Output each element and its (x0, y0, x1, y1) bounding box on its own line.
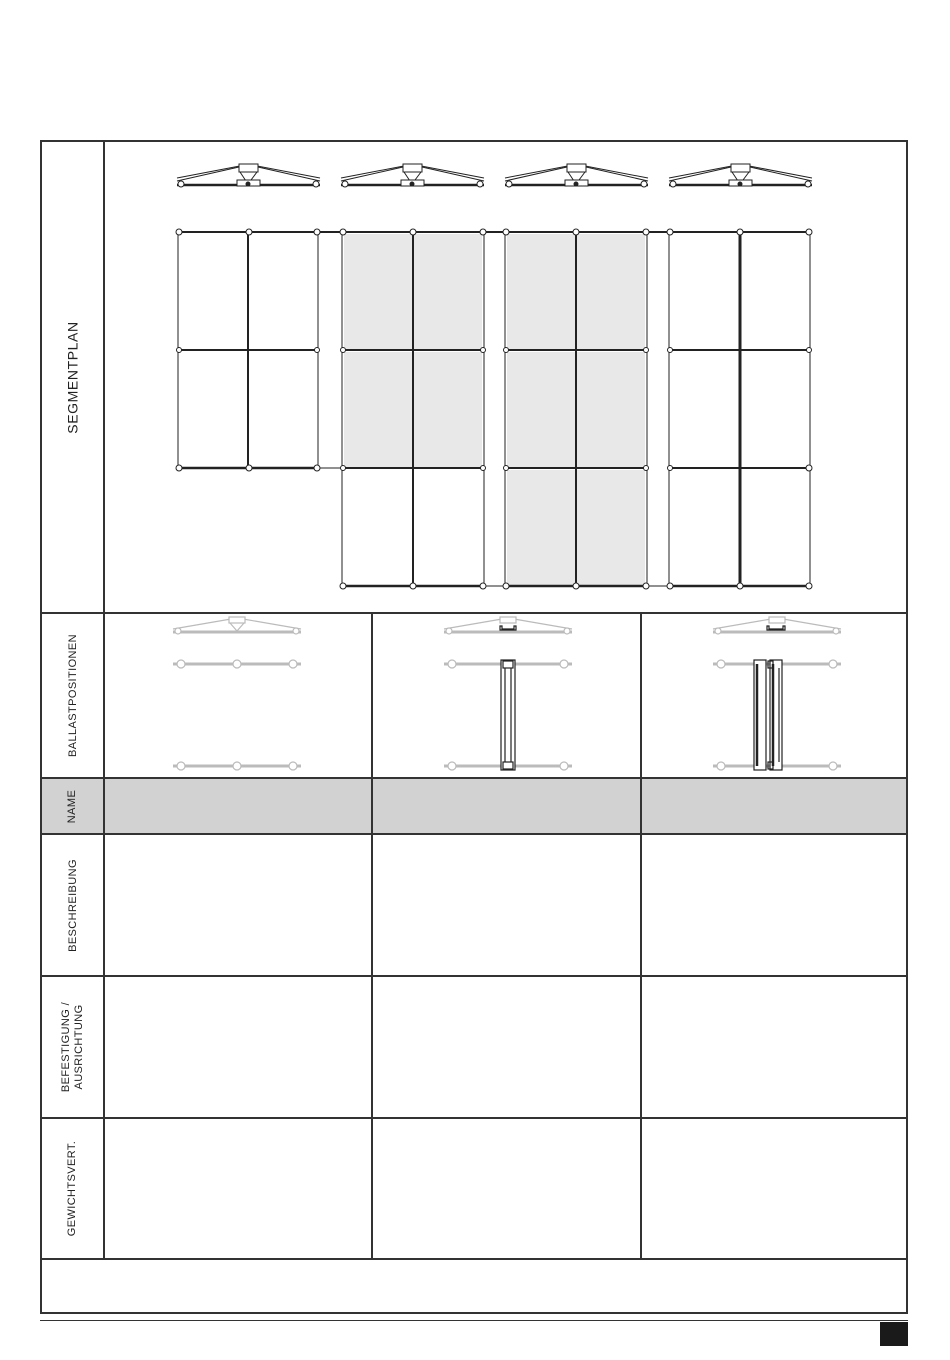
bottom-rule (40, 1320, 908, 1321)
name-label-text: NAME (66, 789, 79, 823)
truss-elevation (177, 164, 812, 187)
gewicht-cell-1[interactable] (106, 1121, 370, 1256)
befestigung-label (42, 977, 104, 1117)
ballast-label-text: BALLASTPOSITIONEN (66, 634, 79, 757)
row-divider (42, 833, 906, 835)
beschreibung-cell-1[interactable] (106, 837, 370, 973)
beschreibung-label (42, 835, 104, 975)
gewicht-cell-2[interactable] (375, 1121, 639, 1256)
ballast-label (42, 614, 104, 777)
footer-note[interactable] (46, 1262, 904, 1312)
befestigung-label-line1: BEFESTIGUNG / (60, 1001, 72, 1093)
beschreibung-cell-3[interactable] (644, 837, 908, 973)
befestigung-cell-1[interactable] (106, 979, 370, 1115)
gewicht-cell-3[interactable] (644, 1121, 908, 1256)
name-cell-1[interactable] (106, 781, 370, 831)
ballast-position-drawing-3 (643, 614, 909, 777)
column-divider (640, 612, 642, 1258)
column-divider (371, 612, 373, 1258)
befestigung-cell-3[interactable] (644, 979, 908, 1115)
beschreibung-cell-2[interactable] (375, 837, 639, 973)
gewicht-label-text: GEWICHTSVERT. (66, 1140, 79, 1237)
segment-sheet (40, 140, 908, 1314)
beschreibung-label-text: BESCHREIBUNG (66, 858, 79, 952)
page-marker (880, 1322, 908, 1346)
befestigung-label-line2: AUSRICHTUNG (73, 1004, 85, 1090)
name-label (42, 779, 104, 833)
panel-grid (176, 229, 812, 589)
name-cell-3[interactable] (644, 781, 908, 831)
befestigung-cell-2[interactable] (375, 979, 639, 1115)
name-cell-2[interactable] (375, 781, 639, 831)
gewicht-label (42, 1119, 104, 1258)
segment-plan-drawing (42, 142, 910, 612)
row-divider (42, 1258, 906, 1260)
ballast-position-drawing-1 (105, 614, 371, 777)
ballast-position-drawing-2 (374, 614, 640, 777)
befestigung-label-text (60, 1002, 86, 1092)
segmentplan-label-text: SEGMENTPLAN (64, 320, 81, 434)
row-divider (42, 1117, 906, 1119)
row-divider (42, 975, 906, 977)
